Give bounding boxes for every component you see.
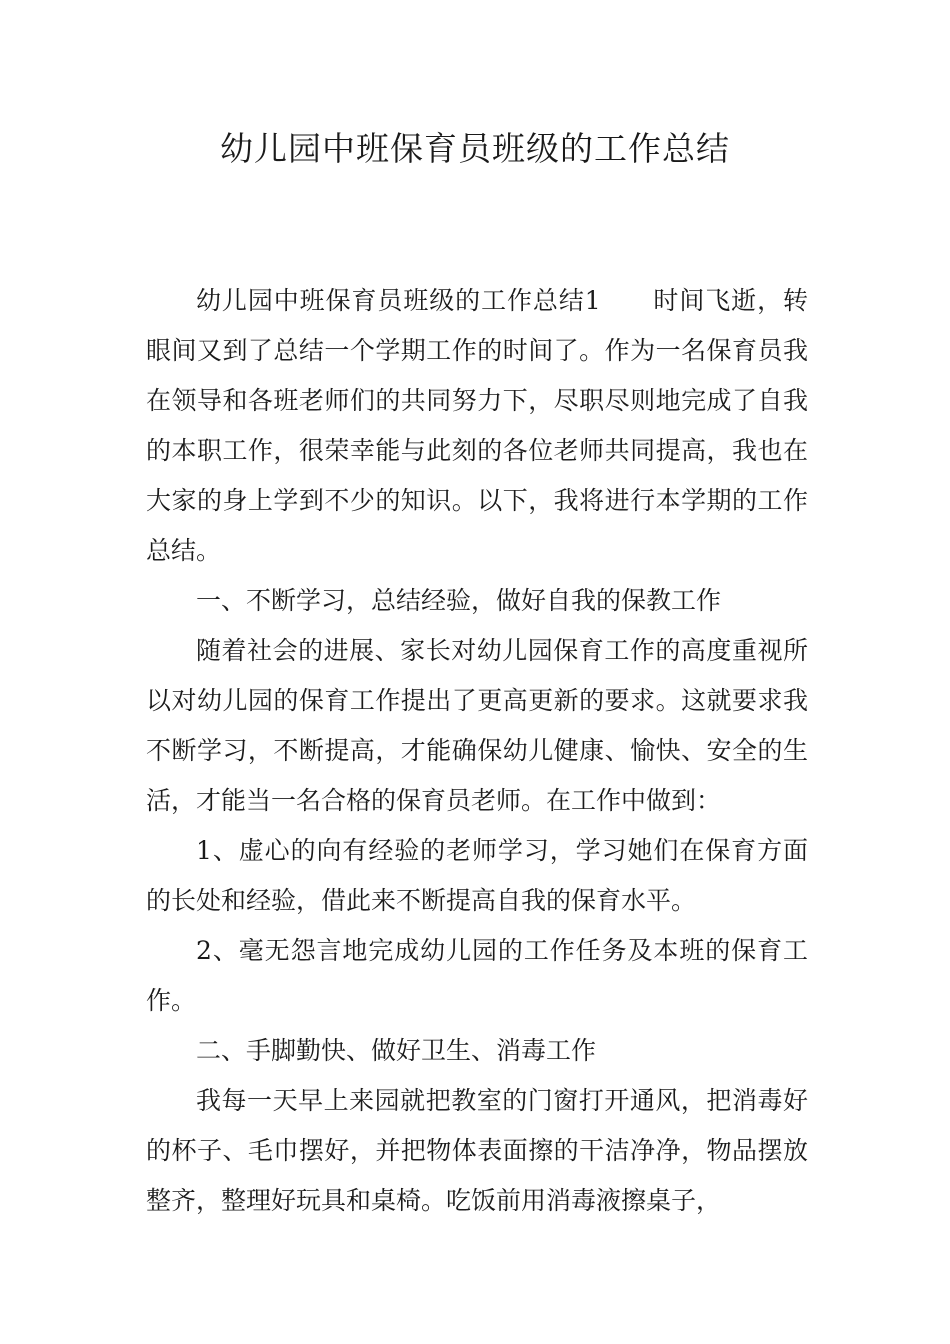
document-title: 幼儿园中班保育员班级的工作总结 <box>220 129 730 168</box>
list-item-2: 2、毫无怨言地完成幼儿园的工作任务及本班的保育工作。 <box>146 936 808 1015</box>
document-body <box>146 276 808 1226</box>
paragraph-intro: 幼儿园中班保育员班级的工作总结1 时间飞逝，转眼间又到了总结一个学期工作的时间了。作为一名保育员我在领导和各班老师们的共同努力下，尽职尽则地完成了自我的本职工作，很荣幸能与此刻的各位老师共同提高，我也在大家的身上学到不少的知识。以下，我将进行本学期的工作总结。 <box>146 286 808 565</box>
section-heading-1: 一、不断学习，总结经验，做好自我的保教工作 <box>196 586 722 615</box>
paragraph-section-2: 我每一天早上来园就把教室的门窗打开通风，把消毒好的杯子、毛巾摆好，并把物体表面擦的干洁净净，物品摆放整齐，整理好玩具和桌椅。吃饭前用消毒液擦桌子， <box>146 1086 808 1215</box>
list-item-1: 1、虚心的向有经验的老师学习，学习她们在保育方面的长处和经验，借此来不断提高自我的保育水平。 <box>146 836 808 915</box>
section-heading-2: 二、手脚勤快、做好卫生、消毒工作 <box>196 1036 597 1065</box>
paragraph-section-1: 随着社会的进展、家长对幼儿园保育工作的高度重视所以对幼儿园的保育工作提出了更高更新的要求。这就要求我不断学习，不断提高，才能确保幼儿健康、愉快、安全的生活，才能当一名合格的保育员老师。在工作中做到： <box>146 636 808 815</box>
